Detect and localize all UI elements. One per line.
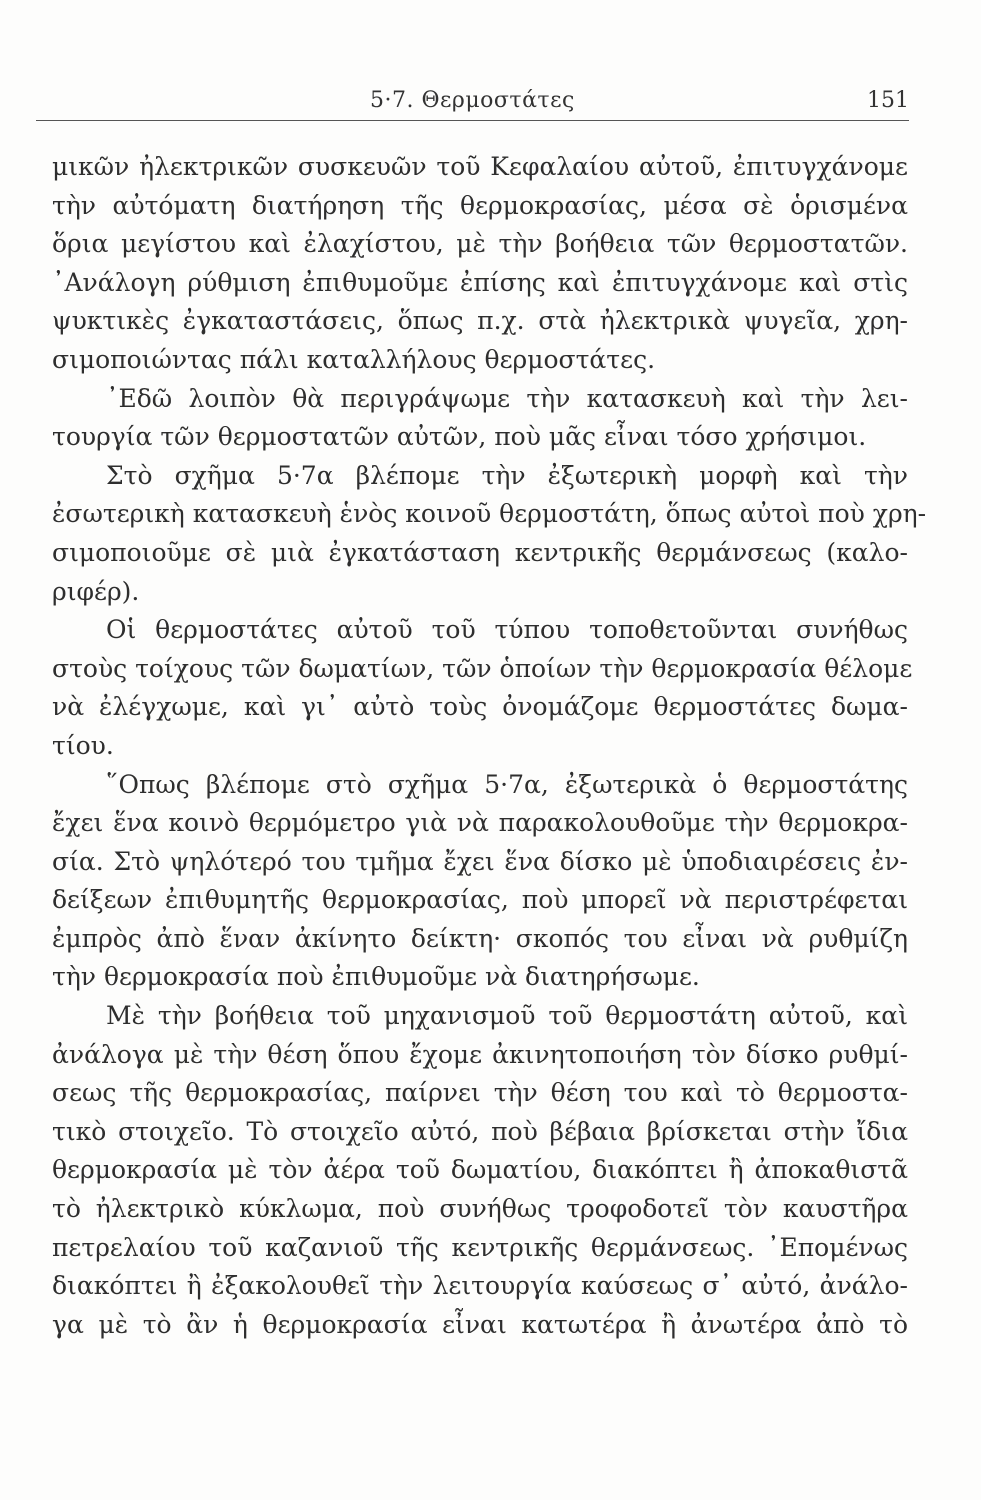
text-line: ψυκτικὲς ἐγκαταστάσεις, ὅπως π.χ. στὰ ἠλεκτρικὰ ψυγεῖα, χρη- [52,306,908,336]
text-line: ᾿Ανάλογη ρύθμιση ἐπιθυμοῦμε ἐπίσης καὶ ἐπιτυγχάνομε καὶ στὶς [52,267,908,297]
text-line: τίου. [52,730,114,760]
text-line: δείξεων ἐπιθυμητῆς θερμοκρασίας, ποὺ μπορεῖ νὰ περιστρέφεται [52,885,908,915]
text-line: σιμοποιοῦμε σὲ μιὰ ἐγκατάσταση κεντρικῆς θερμάνσεως (καλο- [52,537,908,567]
text-line: ὅρια μεγίστου καὶ ἐλαχίστου, μὲ τὴν βοήθεια τῶν θερμοστατῶν. [52,229,908,259]
text-line: ἐμπρὸς ἀπὸ ἕναν ἀκίνητο δείκτη· σκοπός του εἶναι νὰ ρυθμίζη [52,923,908,953]
text-line: θερμοκρασία μὲ τὸν ἀέρα τοῦ δωματίου, διακόπτει ἢ ἀποκαθιστᾶ [52,1155,908,1185]
text-line: τὴν θερμοκρασία ποὺ ἐπιθυμοῦμε νὰ διατηρήσωμε. [52,962,700,992]
text-line: Στὸ σχῆμα 5·7α βλέπομε τὴν ἐξωτερικὴ μορφὴ καὶ τὴν [106,460,908,490]
text-line: πετρελαίου τοῦ καζανιοῦ τῆς κεντρικῆς θερμάνσεως. ᾿Επομένως [52,1232,908,1262]
page-header [36,86,909,121]
text-line: γα μὲ τὸ ἂν ἡ θερμοκρασία εἶναι κατωτέρα ἢ ἀνωτέρα ἀπὸ τὸ [52,1309,908,1339]
text-line: διακόπτει ἢ ἐξακολουθεῖ τὴν λειτουργία καύσεως σ᾿ αὐτό, ἀνάλο- [52,1271,908,1301]
page-number: 151 [867,88,909,113]
text-line: σεως τῆς θερμοκρασίας, παίρνει τὴν θέση του καὶ τὸ θερμοστα- [52,1078,908,1108]
body-text [52,148,927,1344]
text-line: Μὲ τὴν βοήθεια τοῦ μηχανισμοῦ τοῦ θερμοστάτη αὐτοῦ, καὶ [106,1001,908,1031]
text-line: μικῶν ἠλεκτρικῶν συσκευῶν τοῦ Κεφαλαίου αὐτοῦ, ἐπιτυγχάνομε [52,152,908,181]
text-line: ᾿Εδῶ λοιπὸν θὰ περιγράψωμε τὴν κατασκευὴ καὶ τὴν λει- [106,383,908,413]
text-line: ῞Οπως βλέπομε στὸ σχῆμα 5·7α, ἐξωτερικὰ ὁ θερμοστάτης [106,769,908,799]
text-line: Οἱ θερμοστάτες αὐτοῦ τοῦ τύπου τοποθετοῦνται συνήθως [106,615,908,645]
text-line: σία. Στὸ ψηλότερό του τμῆμα ἔχει ἕνα δίσκο μὲ ὑποδιαιρέσεις ἐν- [52,846,908,876]
text-line: στοὺς τοίχους τῶν δωματίων, τῶν ὁποίων τὴν θερμοκρασία θέλομε [52,653,913,683]
text-line: τικὸ στοιχεῖο. Τὸ στοιχεῖο αὐτό, ποὺ βέβαια βρίσκεται στὴν ἴδια [52,1116,908,1146]
text-line: τὸ ἠλεκτρικὸ κύκλωμα, ποὺ συνήθως τροφοδοτεῖ τὸν καυστῆρα [52,1194,908,1224]
text-line: ἔχει ἕνα κοινὸ θερμόμετρο γιὰ νὰ παρακολουθοῦμε τὴν θερμοκρα- [52,808,908,838]
text-line: τὴν αὐτόματη διατήρηση τῆς θερμοκρασίας, μέσα σὲ ὁρισμένα [52,190,908,220]
text-line: νὰ ἐλέγχωμε, καὶ γι᾿ αὐτὸ τοὺς ὀνομάζομε θερμοστάτες δωμα- [52,692,908,722]
text-line: ἐσωτερικὴ κατασκευὴ ἑνὸς κοινοῦ θερμοστάτη, ὅπως αὐτοὶ ποὺ χρη- [52,499,927,529]
text-line: ἀνάλογα μὲ τὴν θέση ὅπου ἔχομε ἀκινητοποιήση τὸν δίσκο ρυθμί- [52,1039,908,1069]
running-head: 5·7. Θερμοστάτες [370,88,575,113]
text-line: ριφέρ). [52,576,140,606]
text-line: σιμοποιώντας πάλι καταλλήλους θερμοστάτες. [52,344,656,374]
text-line: τουργία τῶν θερμοστατῶν αὐτῶν, ποὺ μᾶς εἶναι τόσο χρήσιμοι. [52,422,867,452]
